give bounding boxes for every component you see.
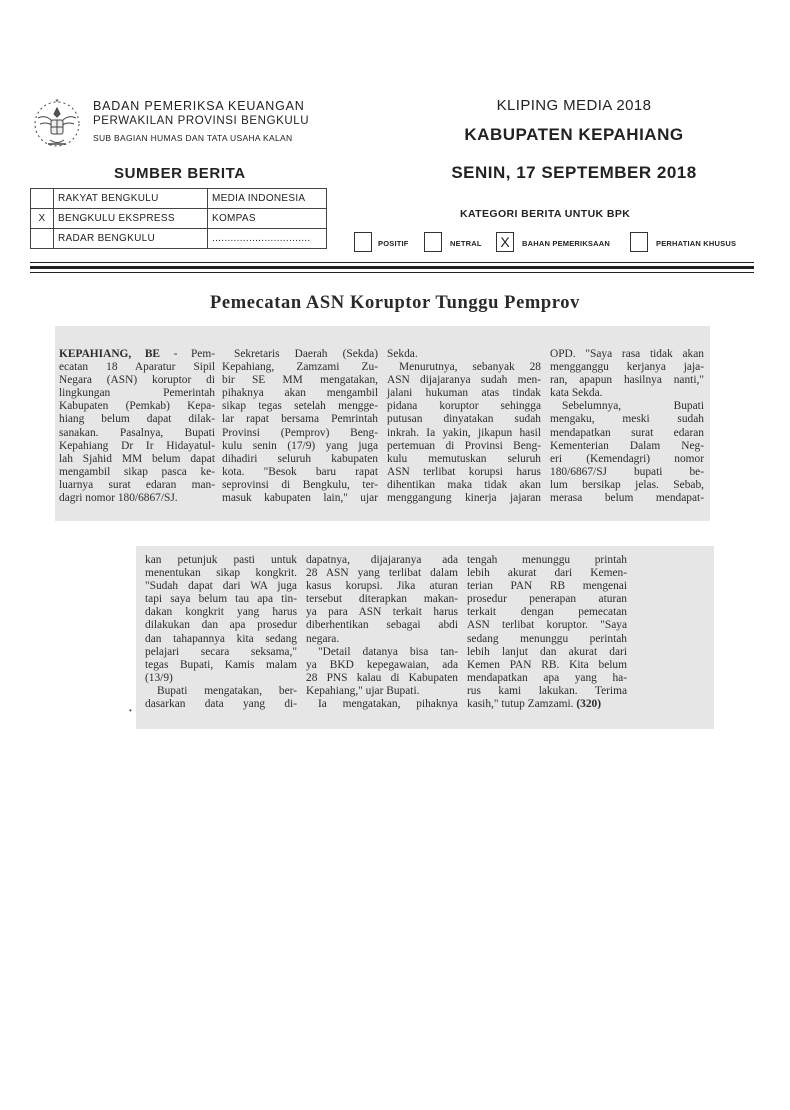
category-label: BAHAN PEMERIKSAAN (522, 239, 610, 248)
sources-title: SUMBER BERITA (114, 165, 246, 182)
source-mark (31, 229, 54, 249)
news-source-table (30, 188, 327, 249)
source-name: RADAR BENGKULU (54, 229, 208, 249)
bullet-mark: • (129, 706, 132, 715)
source-name: RAKYAT BENGKULU (54, 189, 208, 209)
source-name-blank: ................................ (208, 229, 327, 249)
source-row (31, 209, 327, 229)
article-column: dapatnya, dijajaranya ada 28 ASN yang terlibat dalam kasus korupsi. Jika aturan tersebut diterapkan makan- ya para ASN terkait harus diberhentikan sebagai abdi negara. "Detail datanya bisa tan- ya BKD kepegawaian, ada 28 PNS kalau di Kabupaten Kepahiang," ujar Bupati. Ia mengatakan, pihaknya (306, 554, 458, 711)
clipping-title: KLIPING MEDIA 2018 (496, 97, 652, 114)
article-column: KEPAHIANG, BE - Pem- ecatan 18 Aparatur Sipil Negara (ASN) koruptor di lingkungan Pemerintah Kabupaten (Pemkab) Kepa- hiang belum dapat dilak- sanakan. Pasalnya, Bupati Kepahiang Dr Ir Hidayatul- lah Sjahid MM belum dapat mengambil sikap pasca ke- luarnya surat edaran man- dagri nomor 180/6867/SJ. (59, 348, 215, 505)
svg-text:★: ★ (54, 98, 60, 104)
category-checkbox-bahan-pemeriksaan: X (496, 232, 514, 252)
org-name: BADAN PEMERIKSA KEUANGAN (93, 99, 305, 113)
category-checkbox-positif (354, 232, 372, 252)
category-label: POSITIF (378, 239, 409, 248)
category-label: NETRAL (450, 239, 482, 248)
category-checkbox-netral (424, 232, 442, 252)
article-column: Sekretaris Daerah (Sekda) Kepahiang, Zamzami Zu- bir SE MM mengatakan, pihaknya akan mengambil sikap tegas setelah mengge- lar rapat bersama Pemrintah Provinsi (Pemprov) Beng- kulu senin (17/9) yang juga dihadiri seluruh kabupaten kota. "Besok baru rapat seprovinsi di Bengkulu, ter- masuk kabupaten lain," ujar (222, 348, 378, 505)
source-mark: X (31, 209, 54, 229)
divider (30, 266, 754, 269)
source-name: BENGKULU EKSPRESS (54, 209, 208, 229)
article-headline: Pemecatan ASN Koruptor Tunggu Pemprov (210, 293, 580, 313)
source-row (31, 189, 327, 209)
source-mark (31, 189, 54, 209)
article-column: tengah menunggu printah lebih akurat dari Kemen- terian PAN RB mengenai prosedur penerapan aturan terkait dengan pemecatan ASN terlibat koruptor. "Saya sedang menunggu perintah lebih lanjut dan akurat dari Kemen PAN RB. Kita belum mendapatkan apa yang ha- rus kami lakukan. Terima kasih," tutup Zamzami. (320) (467, 554, 627, 711)
category-checkbox-perhatian-khusus (630, 232, 648, 252)
article-column: Sekda. Menurutnya, sebanyak 28 ASN dijajaranya sudah men- jalani hukuman atas tindak pidana koruptor sehingga putusan dinyatakan sudah inkrah. Ia yakin, jikapun hasil pertemuan di Provinsi Beng- kulu memutuskan seluruh ASN terlibat korupsi harus dihentikan maka tidak akan menggangung kinerja jajaran (387, 348, 541, 505)
category-label: PERHATIAN KHUSUS (656, 239, 737, 248)
bpk-garuda-logo (30, 94, 84, 154)
source-row (31, 229, 327, 249)
org-unit: SUB BAGIAN HUMAS DAN TATA USAHA KALAN (93, 133, 293, 143)
source-name: KOMPAS (208, 209, 327, 229)
source-name: MEDIA INDONESIA (208, 189, 327, 209)
clipping-date: SENIN, 17 SEPTEMBER 2018 (451, 163, 697, 182)
category-title: KATEGORI BERITA UNTUK BPK (460, 208, 631, 220)
dateline: KEPAHIANG, BE (59, 348, 161, 360)
article-column: kan petunjuk pasti untuk menentukan sikap kongkrit. "Sudah dapat dari WA juga tapi saya belum tau apa tin- dakan kongkrit yang harus dilakukan dan apa prosedur dan tahapannya kita sedang pelajari secara seksama," tegas Bupati, Kamis malam (13/9) Bupati mengatakan, ber- dasarkan data yang di- (145, 554, 297, 711)
divider (30, 272, 754, 273)
org-office: PERWAKILAN PROVINSI BENGKULU (93, 115, 310, 127)
region-title: KABUPATEN KEPAHIANG (464, 125, 684, 144)
article-column: OPD. "Saya rasa tidak akan mengganggu kerjanya jaja- ran, apapun hasilnya nanti," kata Sekda. Sebelumnya, Bupati mengaku, meski sudah mendapatkan surat edaran Kementerian Dalam Neg- eri (Kemendagri) nomor 180/6867/SJ bupati be- lum bersikap jelas. Sebab, merasa belum mendapat- (550, 348, 704, 505)
divider (30, 262, 754, 263)
